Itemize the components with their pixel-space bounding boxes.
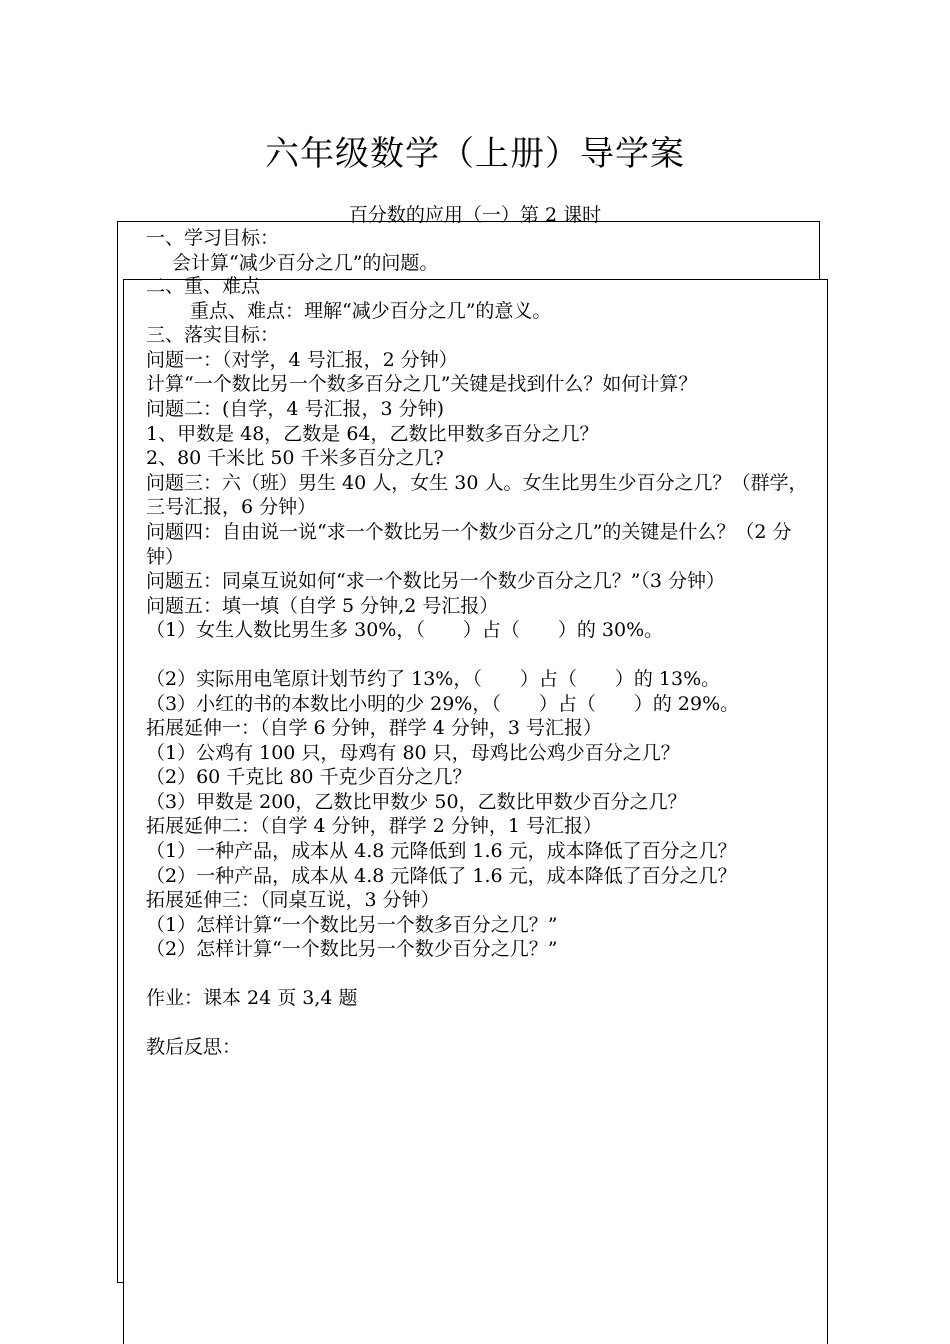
extension-title: 拓展延伸三：（同桌互说，3 分钟） (146, 889, 440, 912)
spacer (146, 1011, 814, 1035)
question-item: 1、甲数是 48，乙数是 64，乙数比甲数多百分之几？ (146, 422, 599, 445)
spacer (146, 962, 814, 986)
worksheet-content (146, 274, 814, 1059)
fill-blank-item: （3）小红的书的本数比小明的少 29%，（ ）占（ ）的 29%。 (146, 692, 740, 715)
extension-title: 拓展延伸一：（自学 6 分钟，群学 4 分钟，3 号汇报） (146, 717, 602, 740)
section-heading: 二、重、难点 (146, 275, 261, 297)
extension-item: （1）怎样计算“一个数比另一个数多百分之几？” (146, 913, 558, 936)
homework: 作业：课本 24 页 3,4 题 (146, 987, 358, 1010)
section-heading: 一、学习目标： (146, 227, 280, 249)
spacer (146, 643, 814, 667)
extension-item: （2）一种产品，成本从 4.8 元降低了 1.6 元，成本降低了百分之几？ (146, 864, 737, 887)
teaching-reflection: 教后反思： (146, 1035, 242, 1058)
fill-blank-item: （1）女生人数比男生多 30%，（ ）占（ ）的 30%。 (146, 619, 664, 642)
extension-title: 拓展延伸二：（自学 4 分钟，群学 2 分钟，1 号汇报） (146, 815, 602, 838)
question-title: 问题一：（对学，4 号汇报，2 分钟） (146, 348, 458, 371)
question-text: 问题四：自由说一说“求一个数比另一个数少百分之几”的关键是什么？（2 分钟） (146, 520, 792, 568)
question-text: 问题三：六（班）男生 40 人，女生 30 人。女生比男生少百分之几？（群学，三号汇报，6 分钟） (146, 471, 808, 519)
question-text: 问题五：同桌互说如何“求一个数比另一个数少百分之几？”（3 分钟） (146, 570, 726, 593)
section-text: 重点、难点：理解“减少百分之几”的意义。 (190, 299, 552, 322)
extension-item: （2）怎样计算“一个数比另一个数少百分之几？” (146, 938, 558, 961)
extension-item: （2）60 千克比 80 千克少百分之几？ (146, 766, 472, 789)
extension-item: （3）甲数是 200，乙数比甲数少 50，乙数比甲数少百分之几？ (146, 790, 687, 813)
page-title: 六年级数学（上册）导学案 (265, 134, 685, 174)
extension-item: （1）一种产品，成本从 4.8 元降低到 1.6 元，成本降低了百分之几？ (146, 840, 737, 863)
question-text: 计算“一个数比另一个数多百分之几”关键是找到什么？如何计算？ (146, 373, 698, 396)
question-title: 问题五：填一填（自学 5 分钟,2 号汇报） (146, 594, 499, 617)
section-text: 会计算“减少百分之几”的问题。 (172, 252, 439, 274)
question-title: 问题二：(自学，4 号汇报，3 分钟) (146, 397, 445, 420)
lesson-subtitle: 百分数的应用（一）第 2 课时 (348, 204, 602, 226)
fill-blank-item: （2）实际用电笔原计划节约了 13%，（ ）占（ ）的 13%。 (146, 667, 721, 690)
section-learning-goals (146, 226, 438, 276)
extension-item: （1）公鸡有 100 只，母鸡有 80 只，母鸡比公鸡少百分之几？ (146, 741, 680, 764)
question-item: 2、80 千米比 50 千米多百分之几? (146, 447, 444, 470)
section-heading: 三、落实目标： (146, 324, 280, 347)
